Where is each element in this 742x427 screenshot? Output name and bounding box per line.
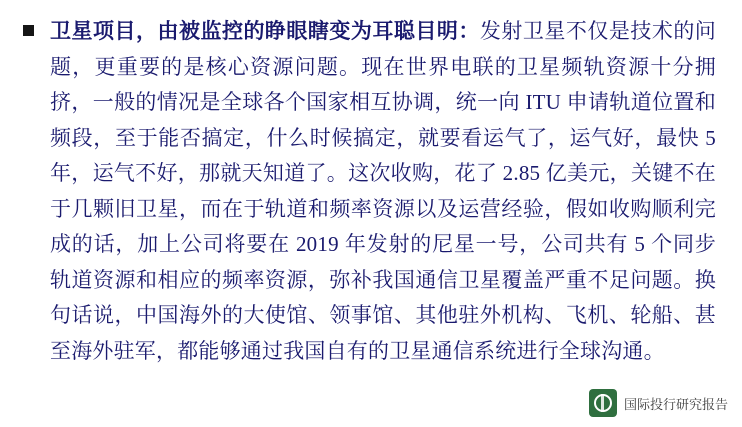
paragraph-lead-text: 卫星项目，由被监控的睁眼瞎变为耳聪目明： (50, 19, 480, 43)
footer-attribution (589, 389, 728, 417)
footer-account-name: 国际投行研究报告 (623, 396, 728, 412)
paragraph-body-text: 发射卫星不仅是技术的问题，更重要的是核心资源问题。现在世界电联的卫星频轨资源十分拥挤，一般的情况是全球各个国家相互协调，统一向 ITU 申请轨道位置和频段，至于能否搞定，什么时候搞定，就要看运气了，运气好，最快 5 年，运气不好，那就天知道了。这次收购，花了 2.85 亿美元，关键不在于几颗旧卫星，而在于轨道和频率资源以及运营经验，假如收购顺利完成的话，加上公司将要在 2019 年发射的尼星一号，公司共有 5 个同步轨道资源和相应的频率资源，弥补我国通信卫星覆盖严重不足问题。换句话说，中国海外的大使馆、领事馆、其他驻外机构、飞机、轮船、甚至海外驻军，都能够通过我国自有的卫星通信系统进行全球沟通。 (50, 19, 717, 363)
wechat-account-logo-icon (589, 389, 617, 417)
body-paragraph (22, 14, 716, 369)
square-bullet-icon (23, 25, 34, 36)
